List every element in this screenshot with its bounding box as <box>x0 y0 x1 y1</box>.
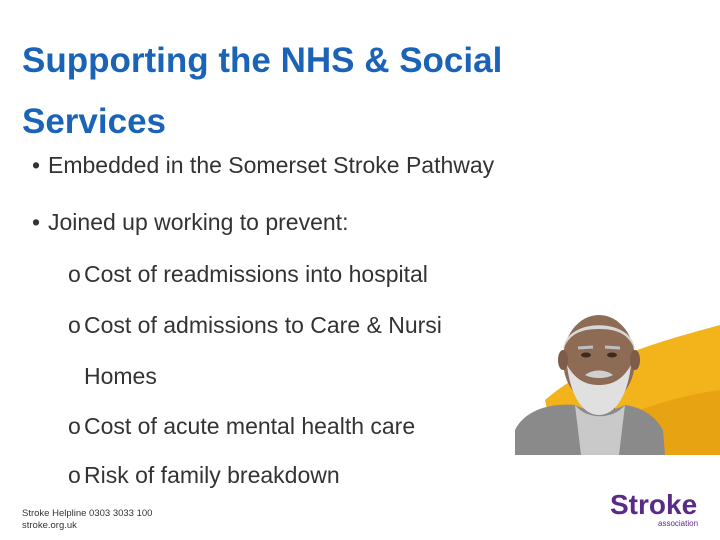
bullet-marker: • <box>32 152 41 178</box>
sub-item <box>68 413 415 440</box>
sub-item-text: Risk of family breakdown <box>84 462 340 488</box>
sub-marker: o <box>68 312 81 338</box>
logo-tagline: association <box>658 519 698 528</box>
sub-marker: o <box>68 462 81 488</box>
sub-item <box>68 261 428 288</box>
bullet-text: Embedded in the Somerset Stroke Pathway <box>48 152 495 178</box>
sub-marker: o <box>68 261 81 287</box>
portrait-photo <box>515 305 720 455</box>
helpline-text: Stroke Helpline 0303 3033 100 <box>22 508 153 519</box>
stroke-association-logo <box>608 486 698 530</box>
bullet-item <box>32 209 348 236</box>
bullet-marker: • <box>32 209 41 235</box>
bullet-text: Joined up working to prevent: <box>48 209 349 235</box>
sub-item-continuation: Homes <box>84 363 157 389</box>
sub-marker: o <box>68 413 81 439</box>
slide-title: Supporting the NHS & Social Services <box>22 41 503 141</box>
bullet-item <box>32 152 494 179</box>
sub-item-text: Cost of admissions to Care & Nursi <box>84 312 442 338</box>
sub-item-text: Cost of acute mental health care <box>84 413 416 439</box>
footer <box>22 508 152 532</box>
sub-item-text: Cost of readmissions into hospital <box>84 261 428 287</box>
sub-item <box>68 462 340 489</box>
website-link[interactable]: stroke.org.uk <box>22 520 77 531</box>
sub-item <box>68 312 442 339</box>
logo-word: Stroke <box>610 489 698 520</box>
